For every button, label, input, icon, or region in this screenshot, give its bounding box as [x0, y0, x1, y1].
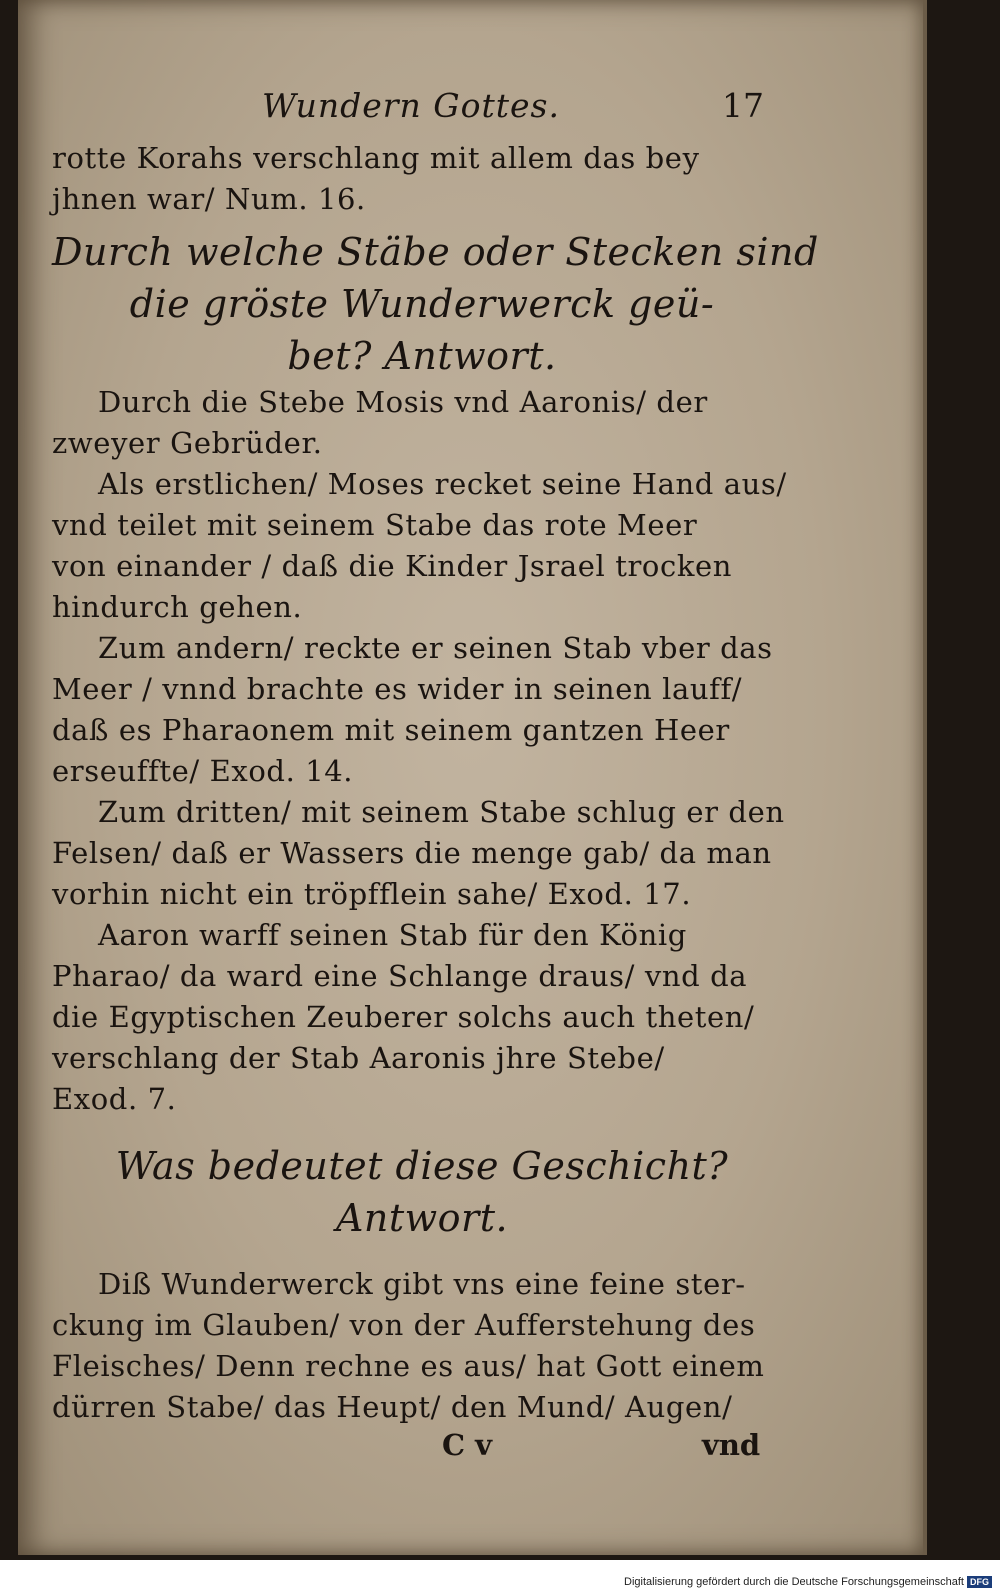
page-number: 17: [722, 86, 764, 125]
catchword: vnd: [702, 1428, 761, 1462]
page-footer-line: [52, 1428, 792, 1468]
page-text: [52, 86, 819, 1468]
text-line: Fleisches/ Denn rechne es aus/ hat Gott einem: [52, 1349, 765, 1383]
signature-mark: C v: [442, 1428, 493, 1462]
text-line: ckung im Glauben/ von der Aufferstehung des: [52, 1308, 756, 1342]
text-line: Als erstlichen/ Moses recket seine Hand aus/: [98, 467, 787, 501]
text-line: Durch die Stebe Mosis vnd Aaronis/ der: [98, 385, 708, 419]
text-line: Diß Wunderwerck gibt vns eine feine ster-: [98, 1267, 746, 1301]
text-line: Felsen/ daß er Wassers die menge gab/ da man: [52, 836, 772, 870]
text-line: Meer / vnnd brachte es wider in seinen lauff/: [52, 672, 743, 706]
text-line: Zum dritten/ mit seinem Stabe schlug er den: [98, 795, 785, 829]
section-heading: Was bedeutet diese Geschicht?: [115, 1144, 729, 1188]
text-line: rotte Korahs verschlang mit allem das bey: [52, 141, 700, 175]
text-line: verschlang der Stab Aaronis jhre Stebe/: [52, 1041, 665, 1075]
running-head: Wundern Gottes.: [262, 86, 560, 125]
text-line: die Egyptischen Zeuberer solchs auch theten/: [52, 1000, 755, 1034]
text-line: erseuffte/ Exod. 14.: [52, 754, 354, 788]
section-heading: Antwort.: [335, 1196, 509, 1240]
text-line: Zum andern/ reckte er seinen Stab vber das: [98, 631, 773, 665]
text-line: Exod. 7.: [52, 1082, 177, 1116]
text-line: dürren Stabe/ das Heupt/ den Mund/ Augen/: [52, 1390, 733, 1424]
text-line: vorhin nicht ein tröpfflein sahe/ Exod. 17.: [52, 877, 692, 911]
text-line: Pharao/ da ward eine Schlange draus/ vnd da: [52, 959, 748, 993]
text-line: daß es Pharaonem mit seinem gantzen Heer: [52, 713, 730, 747]
text-line: jhnen war/ Num. 16.: [52, 182, 366, 216]
spacer: [52, 1244, 792, 1264]
text-line: vnd teilet mit seinem Stabe das rote Meer: [52, 508, 698, 542]
text-line: hindurch gehen.: [52, 590, 303, 624]
section-heading: bet? Antwort.: [287, 334, 557, 378]
credit-text: Digitalisierung gefördert durch die Deutsche Forschungsgemeinschaft: [624, 1576, 964, 1588]
digitization-credit: [624, 1576, 992, 1588]
spacer: [52, 1120, 792, 1140]
section-heading: Durch welche Stäbe oder Stecken sind: [52, 230, 819, 274]
text-line: von einander / daß die Kinder Jsrael trocken: [52, 549, 733, 583]
section-heading: die gröste Wunderwerck geü-: [129, 282, 715, 326]
text-line: Aaron warff seinen Stab für den König: [98, 918, 687, 952]
page-header: [52, 86, 792, 138]
dfg-logo-icon: DFG: [967, 1576, 992, 1588]
book-page: [18, 0, 927, 1555]
text-line: zweyer Gebrüder.: [52, 426, 323, 460]
